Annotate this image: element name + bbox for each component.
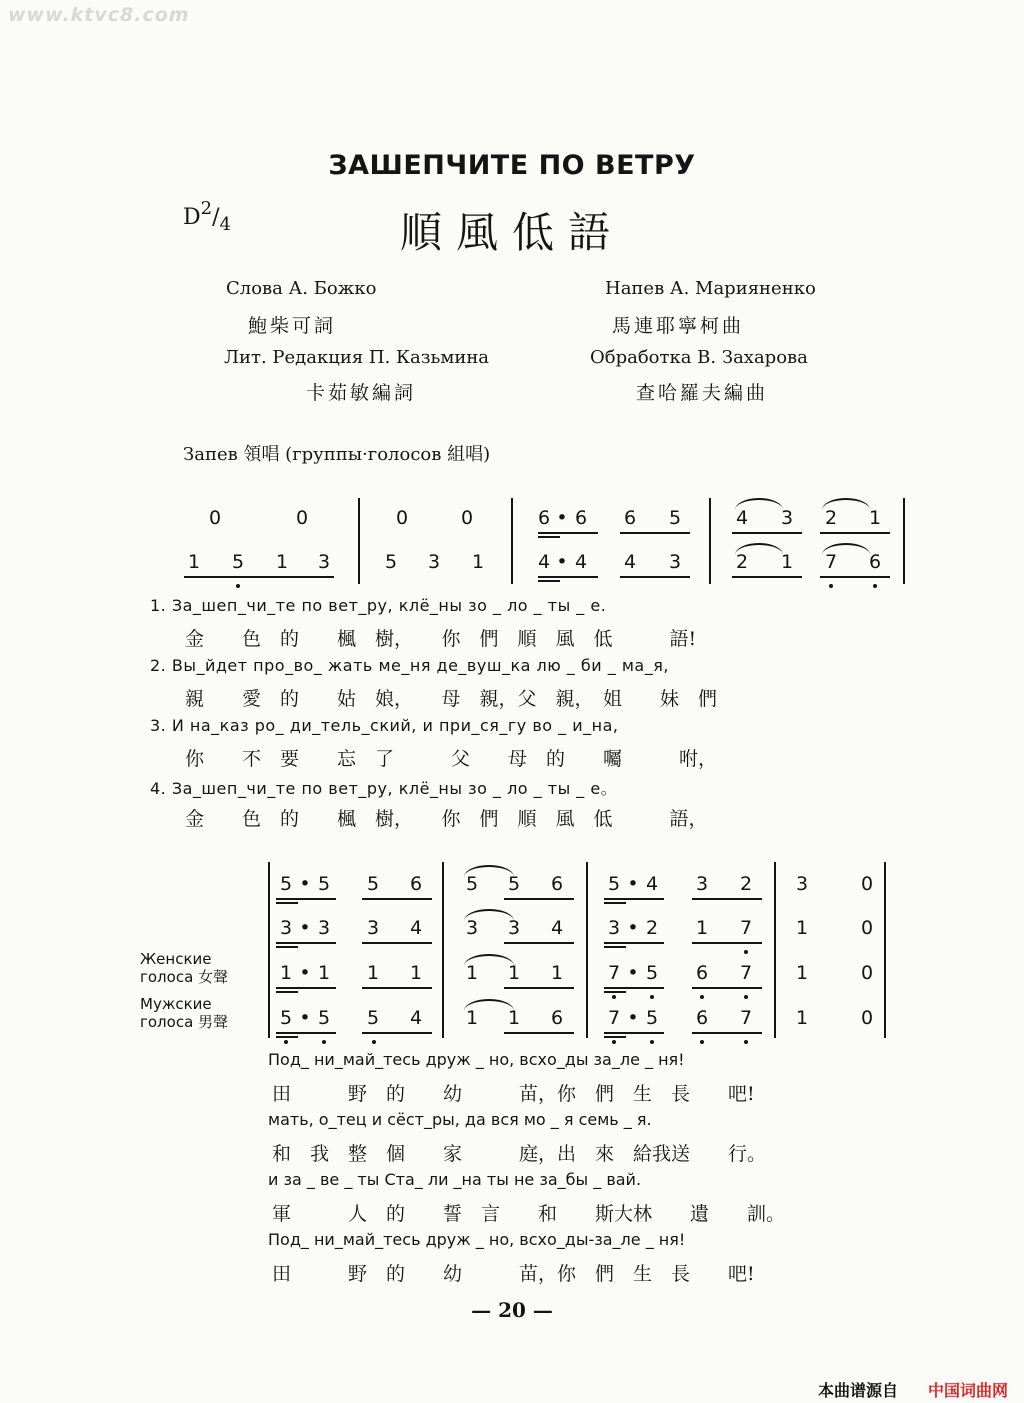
title-chinese: 順風低語: [399, 208, 624, 257]
note: 0: [208, 507, 222, 529]
time-numerator: 2: [200, 198, 213, 219]
watermark: www.ktvc8.com: [8, 4, 190, 26]
beam: [604, 991, 626, 993]
lyric-line-cn: 親 愛 的 姑 娘， 母 親，父 親， 姐 妹 們: [185, 688, 718, 710]
beam: [604, 1032, 664, 1034]
low-octave-dot: [744, 1040, 748, 1044]
note: 5: [317, 873, 331, 895]
note: 3: [780, 507, 794, 529]
note-dot: •: [627, 917, 639, 939]
low-octave-dot: [744, 950, 748, 954]
note: 5: [279, 873, 293, 895]
beam: [820, 532, 890, 534]
note: 5: [465, 873, 479, 895]
note: 6: [695, 962, 709, 984]
note: 0: [460, 507, 474, 529]
beam: [504, 987, 574, 989]
note: 7: [824, 551, 838, 573]
beam: [692, 987, 762, 989]
beam: [538, 580, 560, 582]
note-dot: •: [299, 873, 311, 895]
beam: [538, 532, 598, 534]
note: 4: [645, 873, 659, 895]
note: 7: [739, 1007, 753, 1029]
note: 4: [735, 507, 749, 529]
note: 6: [574, 507, 588, 529]
note-dot: •: [299, 1007, 311, 1029]
note: 3: [279, 917, 293, 939]
note: 3: [317, 917, 331, 939]
lyric-line-ru: Под_ ни_май_тесь друж _ но, всхо_ды-за_ле _ ня!: [268, 1230, 686, 1249]
barline: [709, 498, 711, 584]
lyric-line-ru: и за _ ве _ ты Ста_ ли _на ты не за_бы _ вай.: [268, 1170, 642, 1189]
footer-site-link[interactable]: 中国词曲网: [928, 1381, 1009, 1400]
note-dot: •: [627, 1007, 639, 1029]
note: 5: [231, 551, 245, 573]
note: 3: [607, 917, 621, 939]
note: 1: [795, 1007, 809, 1029]
beam: [692, 942, 762, 944]
note: 3: [427, 551, 441, 573]
low-octave-dot: [873, 584, 877, 588]
note: 1: [465, 962, 479, 984]
key-signature: $D^2/_4$: [183, 198, 231, 235]
voice-label-female: Женские голоса 女聲: [140, 950, 229, 986]
note: 1: [279, 962, 293, 984]
credit-lyrics-ru: Слова А. Божко: [226, 278, 377, 299]
beam: [538, 576, 598, 578]
note-dot: •: [299, 917, 311, 939]
beam: [732, 576, 802, 578]
beam: [620, 532, 690, 534]
beam: [620, 576, 690, 578]
beam: [276, 1036, 298, 1038]
credit-editor-cn: 卡茹敏編詞: [306, 382, 417, 404]
note: 1: [366, 962, 380, 984]
lyric-line-ru: 2. Вы_йдет про_во_ жать ме_ня де_вуш_ка лю _ би _ ма_я,: [150, 656, 669, 675]
slur: [735, 543, 783, 555]
beam: [276, 898, 336, 900]
note: 4: [623, 551, 637, 573]
note: 5: [668, 507, 682, 529]
note: 1: [507, 1007, 521, 1029]
beam: [276, 1032, 336, 1034]
beam: [604, 987, 664, 989]
low-octave-dot: [322, 1040, 326, 1044]
beam: [276, 902, 298, 904]
beam: [362, 987, 432, 989]
note: 6: [623, 507, 637, 529]
lyric-line-ru: 3. И на_каз ро_ ди_тель_ский, и при_ся_гу во _ и_на,: [150, 716, 619, 735]
lyric-line-ru: 1. За_шеп_чи_те по вет_ру, клё_ны зо _ ло _ ты _ е.: [150, 596, 607, 615]
beam: [362, 942, 432, 944]
note: 4: [574, 551, 588, 573]
note: 7: [607, 1007, 621, 1029]
low-octave-dot: [612, 995, 616, 999]
slur: [464, 999, 514, 1011]
low-octave-dot: [284, 1040, 288, 1044]
beam: [538, 536, 560, 538]
credit-editor-ru: Лит. Редакция П. Казьмина: [224, 347, 490, 368]
note: 2: [824, 507, 838, 529]
credit-arranger-ru: Обработка В. Захарова: [590, 347, 808, 368]
slur: [822, 543, 870, 555]
low-octave-dot: [650, 995, 654, 999]
note-dot: •: [299, 962, 311, 984]
slur: [464, 909, 514, 921]
beam: [692, 1032, 762, 1034]
note: 1: [471, 551, 485, 573]
credit-tune-cn: 馬連耶寧柯曲: [612, 315, 745, 337]
lyric-line-cn: 軍 人 的 誓 言 和 斯大林 遺 訓。: [272, 1203, 786, 1225]
note: 2: [735, 551, 749, 573]
note: 7: [739, 962, 753, 984]
note: 0: [295, 507, 309, 529]
note: 1: [780, 551, 794, 573]
beam: [362, 898, 432, 900]
note: 1: [795, 962, 809, 984]
note: 0: [860, 917, 874, 939]
section-label-zapev: Запев 領唱 (группы·голосов 組唱): [183, 444, 491, 465]
note: 1: [275, 551, 289, 573]
beam: [276, 987, 336, 989]
note: 5: [645, 1007, 659, 1029]
low-octave-dot: [744, 995, 748, 999]
note: 5: [366, 873, 380, 895]
note: 0: [860, 962, 874, 984]
title-russian: ЗАШЕПЧИТЕ ПО ВЕТРУ: [328, 150, 696, 181]
note: 6: [550, 1007, 564, 1029]
low-octave-dot: [650, 1040, 654, 1044]
barline: [511, 498, 513, 584]
note: 0: [860, 1007, 874, 1029]
beam: [276, 942, 336, 944]
note: 4: [409, 917, 423, 939]
note: 3: [795, 873, 809, 895]
note: 5: [384, 551, 398, 573]
note: 1: [317, 962, 331, 984]
note: 3: [507, 917, 521, 939]
note: 7: [607, 962, 621, 984]
lyric-line-ru: Под_ ни_май_тесь друж _ но, всхо_ды за_ле _ ня!: [268, 1050, 685, 1069]
low-octave-dot: [700, 1040, 704, 1044]
lyric-line-cn: 你 不 要 忘 了 父 母 的 囑 咐，: [185, 748, 718, 770]
note: 5: [279, 1007, 293, 1029]
beam: [362, 1032, 432, 1034]
beam: [276, 946, 298, 948]
note: 0: [860, 873, 874, 895]
note: 6: [695, 1007, 709, 1029]
page-number: — 20 —: [471, 1298, 553, 1322]
note: 4: [409, 1007, 423, 1029]
slur: [735, 498, 783, 510]
lyric-line-cn: 田 野 的 幼 苗，你 們 生 長 吧!: [272, 1263, 755, 1285]
voice-label-male: Мужские голоса 男聲: [140, 995, 229, 1031]
beam: [604, 902, 626, 904]
lyric-line-cn: 田 野 的 幼 苗，你 們 生 長 吧!: [272, 1083, 755, 1105]
note: 0: [395, 507, 409, 529]
note: 1: [795, 917, 809, 939]
note: 1: [550, 962, 564, 984]
beam: [504, 898, 574, 900]
beam: [604, 946, 626, 948]
note: 2: [645, 917, 659, 939]
credit-tune-ru: Напев А. Марияненко: [605, 278, 816, 299]
barline: [358, 498, 360, 584]
lyric-line-ru: мать, о_тец и сёст_ры, да вся мо _ я семь _ я.: [268, 1110, 652, 1129]
note: 5: [607, 873, 621, 895]
low-octave-dot: [372, 1040, 376, 1044]
beam: [692, 898, 762, 900]
low-octave-dot: [829, 584, 833, 588]
note: 4: [550, 917, 564, 939]
note: 6: [409, 873, 423, 895]
beam: [504, 1032, 574, 1034]
key-label: D: [183, 205, 201, 230]
note-dot: •: [556, 507, 568, 529]
note: 4: [537, 551, 551, 573]
lyric-line-cn: 金 色 的 楓 樹， 你 們 順 風 低 語!: [185, 628, 697, 650]
note: 6: [537, 507, 551, 529]
note: 7: [739, 917, 753, 939]
lyric-line-cn: 和 我 整 個 家 庭，出 來 給我送 行。: [272, 1143, 767, 1165]
beam: [604, 898, 664, 900]
beam: [604, 1036, 626, 1038]
low-octave-dot: [236, 584, 240, 588]
note: 3: [465, 917, 479, 939]
slur: [464, 865, 514, 877]
note: 1: [409, 962, 423, 984]
note: 3: [695, 873, 709, 895]
note: 5: [317, 1007, 331, 1029]
low-octave-dot: [700, 995, 704, 999]
note-dot: •: [627, 873, 639, 895]
beam: [820, 576, 890, 578]
beam: [276, 991, 298, 993]
note: 3: [317, 551, 331, 573]
beam: [504, 942, 574, 944]
note: 6: [550, 873, 564, 895]
note: 5: [366, 1007, 380, 1029]
barline: [586, 862, 588, 1038]
note: 5: [507, 873, 521, 895]
low-octave-dot: [612, 1040, 616, 1044]
footer-source-label: 本曲谱源自: [818, 1381, 899, 1400]
note: 1: [695, 917, 709, 939]
note: 1: [507, 962, 521, 984]
barline: [774, 862, 776, 1038]
lyric-line-ru: 4. За_шеп_чи_те по вет_ру, клё_ны зо _ ло _ ты _ е。: [150, 779, 618, 798]
beam: [604, 942, 664, 944]
note: 5: [645, 962, 659, 984]
slur: [464, 954, 514, 966]
credit-lyrics-cn: 鮑柴可詞: [248, 315, 337, 337]
beam: [732, 532, 802, 534]
barline: [442, 862, 444, 1038]
time-denominator: 4: [219, 214, 231, 235]
note: 3: [668, 551, 682, 573]
note: 6: [868, 551, 882, 573]
note: 3: [366, 917, 380, 939]
note-dot: •: [627, 962, 639, 984]
note: 2: [739, 873, 753, 895]
lyric-line-cn: 金 色 的 楓 樹， 你 們 順 風 低 語，: [185, 808, 708, 830]
note-dot: •: [556, 551, 568, 573]
slur: [822, 498, 870, 510]
note: 1: [465, 1007, 479, 1029]
credit-arranger-cn: 查哈羅夫編曲: [636, 382, 769, 404]
barline: [903, 498, 905, 584]
note: 1: [868, 507, 882, 529]
beam: [184, 576, 334, 578]
note: 1: [187, 551, 201, 573]
